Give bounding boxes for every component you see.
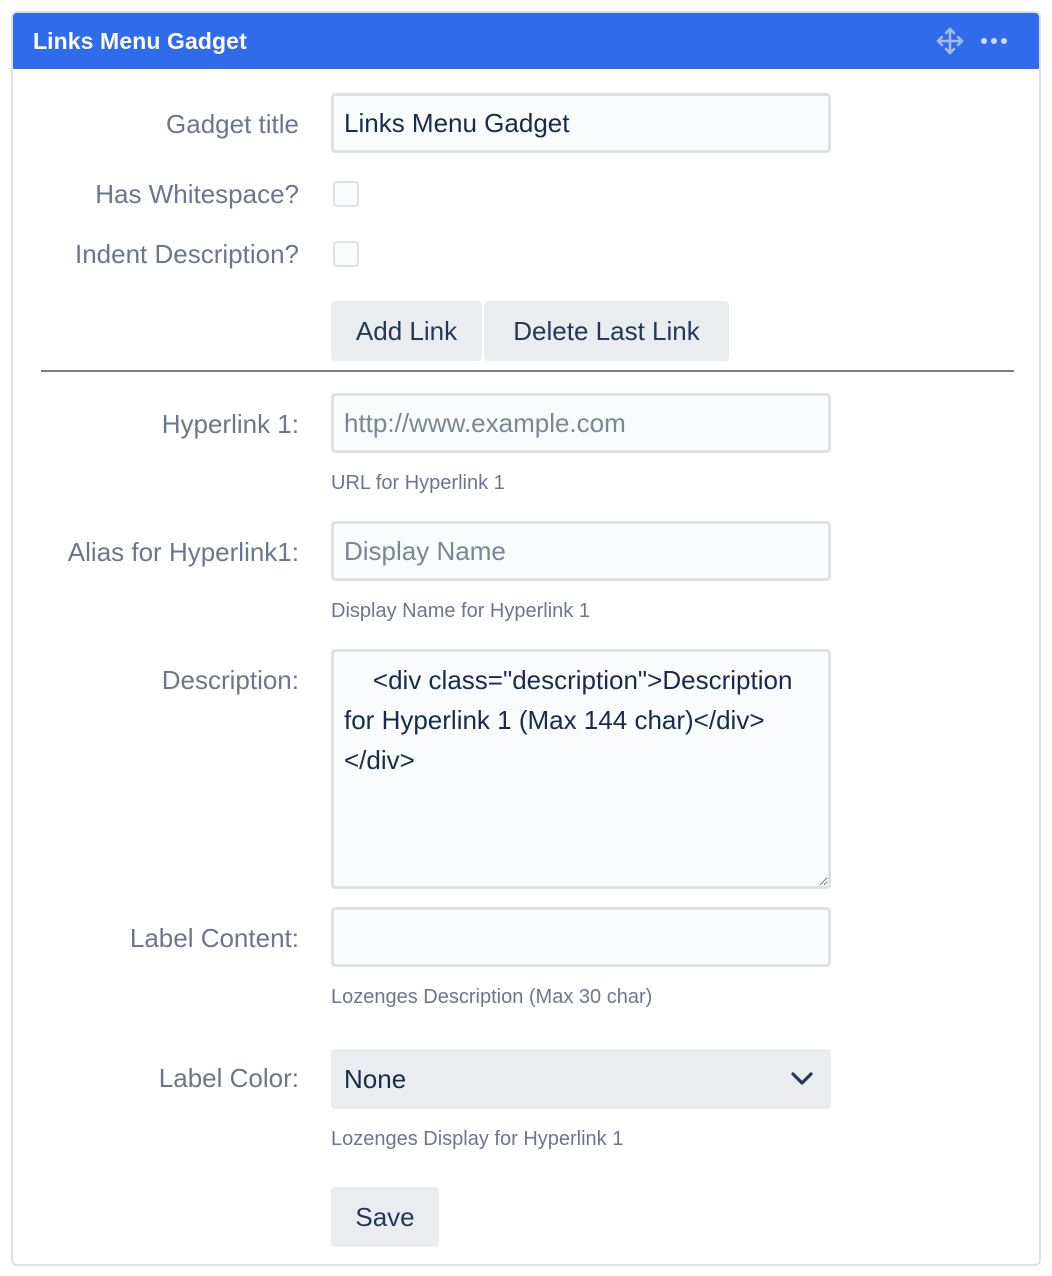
alias-help-text: Display Name for Hyperlink 1: [331, 600, 590, 622]
links-menu-gadget: [11, 11, 1041, 1266]
gadget-title-label: Gadget title: [166, 109, 299, 139]
indent-description-label: Indent Description?: [74, 239, 299, 269]
description-textarea[interactable]: [331, 649, 831, 889]
label-content-input[interactable]: [331, 907, 831, 967]
chevron-down-icon: [787, 1065, 817, 1093]
has-whitespace-label: Has Whitespace?: [95, 179, 299, 209]
label-color-help-text: Lozenges Display for Hyperlink 1: [331, 1128, 624, 1150]
gadget-title-input[interactable]: [331, 93, 831, 153]
hyperlink-label: Hyperlink 1:: [161, 409, 299, 439]
label-content-label: Label Content:: [129, 923, 299, 953]
label-content-help-text: Lozenges Description (Max 30 char): [331, 986, 653, 1008]
section-divider: [41, 370, 1014, 372]
hyperlink-input[interactable]: [331, 393, 831, 453]
description-label: Description:: [161, 665, 299, 695]
alias-label: Alias for Hyperlink1:: [67, 537, 299, 567]
has-whitespace-checkbox[interactable]: [333, 181, 359, 207]
label-color-selected-value: None: [344, 1064, 407, 1094]
hyperlink-help-text: URL for Hyperlink 1: [331, 472, 505, 494]
label-color-select[interactable]: [331, 1049, 831, 1109]
indent-description-checkbox[interactable]: [333, 241, 359, 267]
add-link-button[interactable]: Add Link: [331, 301, 482, 361]
gadget-header-title: Links Menu Gadget: [33, 28, 247, 54]
delete-last-link-button[interactable]: Delete Last Link: [484, 301, 729, 361]
label-color-label: Label Color:: [158, 1063, 299, 1093]
gadget-config-form: [13, 13, 1039, 1264]
alias-input[interactable]: [331, 521, 831, 581]
save-button[interactable]: Save: [331, 1187, 439, 1247]
